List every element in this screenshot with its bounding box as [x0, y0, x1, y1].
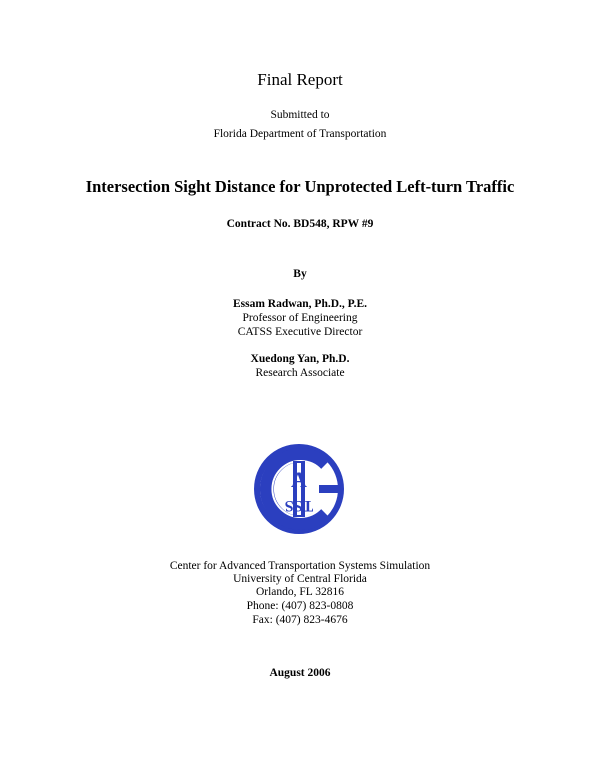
submitted-to: Submitted to: [270, 109, 330, 121]
report-type: Final Report: [257, 70, 343, 89]
author-name: Xuedong Yan, Ph.D.: [250, 353, 350, 365]
catss-logo-icon: [253, 443, 345, 535]
contract-number: Contract No. BD548, RPW #9: [226, 218, 374, 230]
author-name: Essam Radwan, Ph.D., P.E.: [232, 298, 368, 310]
logo-letter-top: A: [291, 467, 307, 492]
logo-letters-bottom: TSS: [284, 497, 314, 514]
logo-right-bar: [319, 485, 339, 493]
author-role: CATSS Executive Director: [237, 326, 363, 338]
phone-number: Phone: (407) 823-0808: [246, 600, 354, 612]
university-name: University of Central Florida: [233, 573, 367, 585]
organization-name: Center for Advanced Transportation Systems Simulation: [169, 560, 431, 572]
author-role: Professor of Engineering: [242, 312, 358, 324]
report-title: Intersection Sight Distance for Unprotected Left-turn Traffic: [85, 177, 515, 196]
city-address: Orlando, FL 32816: [255, 586, 345, 598]
by-label: By: [293, 268, 307, 280]
author-role: Research Associate: [255, 367, 345, 379]
agency-name: Florida Department of Transportation: [213, 128, 387, 140]
fax-number: Fax: (407) 823-4676: [252, 614, 348, 626]
report-date: August 2006: [269, 667, 331, 679]
